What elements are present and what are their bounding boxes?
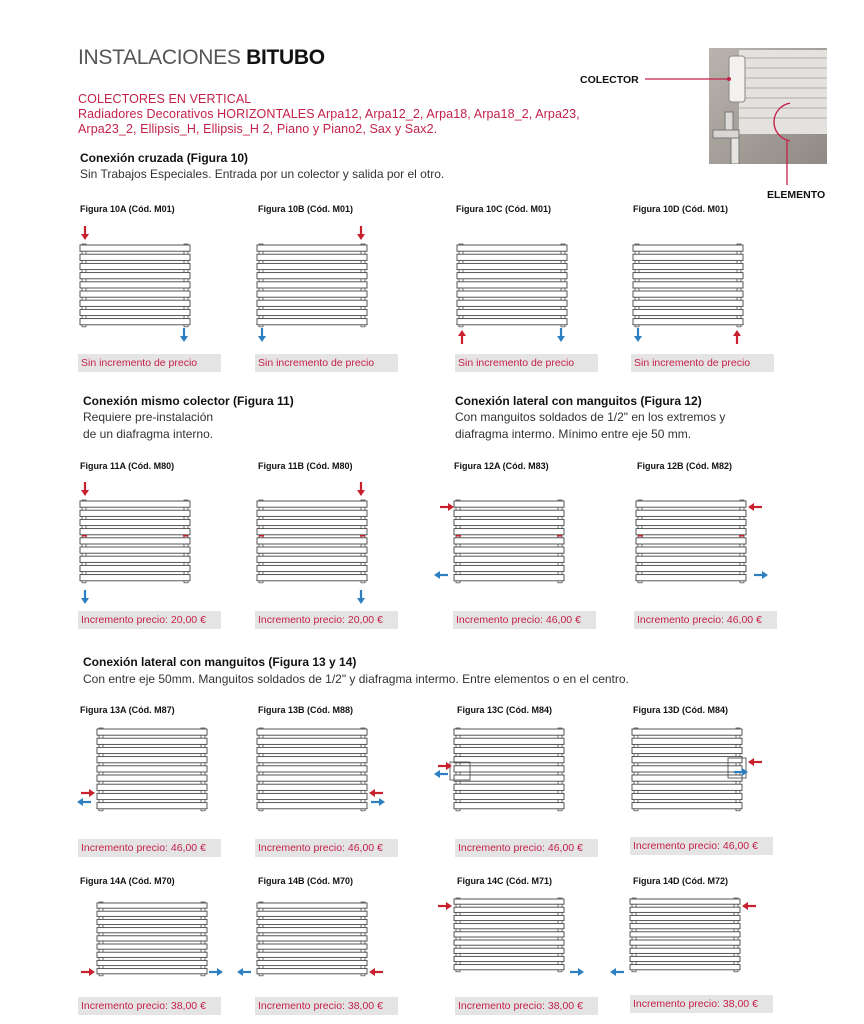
inlet-arrow-icon bbox=[81, 226, 89, 240]
page-title bbox=[78, 46, 325, 70]
radiator-diagram-11a bbox=[78, 478, 248, 588]
figure-label-12b: Figura 12B (Cód. M82) bbox=[637, 461, 733, 471]
radiator-body bbox=[257, 500, 367, 583]
figure-label-12a: Figura 12A (Cód. M83) bbox=[454, 461, 549, 471]
figure-label-11b: Figura 11B (Cód. M80) bbox=[258, 461, 353, 471]
price-badge-11a: Incremento precio: 20,00 € bbox=[78, 611, 221, 629]
inlet-arrow-icon bbox=[748, 503, 762, 511]
figure-label-13c: Figura 13C (Cód. M84) bbox=[457, 705, 553, 715]
photo-callouts bbox=[640, 52, 790, 197]
figure-label-10d: Figura 10D (Cód. M01) bbox=[633, 204, 729, 214]
price-badge-14b: Incremento precio: 38,00 € bbox=[255, 997, 398, 1015]
inlet-arrow-icon bbox=[742, 902, 756, 910]
outlet-arrow-icon bbox=[434, 571, 448, 579]
radiator-diagram-13b bbox=[255, 726, 425, 836]
inlet-arrow-icon bbox=[357, 482, 365, 496]
outlet-arrow-icon bbox=[557, 328, 565, 342]
section-title-fig10: Conexión cruzada (Figura 10) bbox=[80, 151, 249, 165]
radiator-diagram-12b bbox=[634, 478, 804, 588]
section-title-fig13: Conexión lateral con manguitos (Figura 13 y 14) bbox=[83, 655, 357, 669]
radiator-body bbox=[632, 728, 742, 811]
radiator-body bbox=[454, 898, 564, 972]
outlet-arrow-icon bbox=[754, 571, 768, 579]
radiator-diagram-10c bbox=[455, 222, 625, 332]
section-text-fig10: Sin Trabajos Especiales. Entrada por un colector y salida por el otro. bbox=[80, 167, 445, 181]
element-label: ELEMENTO bbox=[767, 189, 826, 201]
radiator-diagram-14c bbox=[432, 896, 602, 1006]
section-text-fig13: Con entre eje 50mm. Manguitos soldados de 1/2" y diafragma intermo. Entre elementos o en el centro. bbox=[83, 672, 629, 686]
figure-label-14b: Figura 14B (Cód. M70) bbox=[258, 876, 354, 886]
figure-label-10b: Figura 10B (Cód. M01) bbox=[258, 204, 354, 214]
price-badge-10b: Sin incremento de precio bbox=[255, 354, 398, 372]
figure-label-13d: Figura 13D (Cód. M84) bbox=[633, 705, 729, 715]
outlet-arrow-icon bbox=[610, 968, 624, 976]
radiator-body bbox=[457, 244, 567, 327]
radiator-diagram-14d bbox=[608, 896, 778, 1006]
price-badge-10d: Sin incremento de precio bbox=[631, 354, 774, 372]
figure-label-13b: Figura 13B (Cód. M88) bbox=[258, 705, 354, 715]
radiator-body bbox=[257, 244, 367, 327]
figure-label-10c: Figura 10C (Cód. M01) bbox=[456, 204, 552, 214]
figure-label-10a: Figura 10A (Cód. M01) bbox=[80, 204, 175, 214]
figure-label-14a: Figura 14A (Cód. M70) bbox=[80, 876, 175, 886]
subtitle-line-3: Arpa23_2, Ellipsis_H, Ellipsis_H 2, Piano y Piano2, Sax y Sax2. bbox=[78, 122, 438, 136]
outlet-arrow-icon bbox=[237, 968, 251, 976]
outlet-arrow-icon bbox=[81, 590, 89, 604]
radiator-diagram-11b bbox=[255, 478, 425, 588]
figure-label-14c: Figura 14C (Cód. M71) bbox=[457, 876, 553, 886]
outlet-arrow-icon bbox=[371, 798, 385, 806]
section-text-fig11-line2: de un diafragma interno. bbox=[83, 427, 214, 441]
price-badge-13d: Incremento precio: 46,00 € bbox=[630, 837, 773, 855]
price-badge-13a: Incremento precio: 46,00 € bbox=[78, 839, 221, 857]
price-badge-10c: Sin incremento de precio bbox=[455, 354, 598, 372]
inlet-arrow-icon bbox=[81, 482, 89, 496]
title-bold: BITUBO bbox=[246, 46, 325, 69]
collector-label: COLECTOR bbox=[580, 74, 639, 86]
radiator-diagram-13d bbox=[630, 726, 800, 836]
outlet-arrow-icon bbox=[634, 328, 642, 342]
outlet-arrow-icon bbox=[357, 590, 365, 604]
outlet-arrow-icon bbox=[209, 968, 223, 976]
radiator-body bbox=[80, 500, 190, 583]
inlet-arrow-icon bbox=[81, 968, 95, 976]
inlet-arrow-icon bbox=[81, 789, 95, 797]
inlet-arrow-icon bbox=[369, 968, 383, 976]
section-text-fig12-line1: Con manguitos soldados de 1/2" en los extremos y bbox=[455, 410, 726, 424]
figure-label-14d: Figura 14D (Cód. M72) bbox=[633, 876, 729, 886]
radiator-diagram-10d bbox=[631, 222, 801, 332]
radiator-body bbox=[257, 902, 367, 976]
outlet-arrow-icon bbox=[258, 328, 266, 342]
radiator-diagram-14a bbox=[75, 896, 245, 1006]
subtitle-line-2: Radiadores Decorativos HORIZONTALES Arpa12, Arpa12_2, Arpa18, Arpa18_2, Arpa23, bbox=[78, 107, 580, 121]
inlet-arrow-icon bbox=[369, 789, 383, 797]
price-badge-14c: Incremento precio: 38,00 € bbox=[455, 997, 598, 1015]
radiator-diagram-10a bbox=[78, 222, 248, 332]
radiator-body bbox=[257, 728, 367, 811]
radiator-diagram-10b bbox=[255, 222, 425, 332]
outlet-arrow-icon bbox=[77, 798, 91, 806]
inlet-arrow-icon bbox=[357, 226, 365, 240]
price-badge-14d: Incremento precio: 38,00 € bbox=[630, 995, 773, 1013]
price-badge-13b: Incremento precio: 46,00 € bbox=[255, 839, 398, 857]
radiator-body bbox=[454, 500, 564, 583]
price-badge-12b: Incremento precio: 46,00 € bbox=[634, 611, 777, 629]
section-title-fig11: Conexión mismo colector (Figura 11) bbox=[83, 394, 294, 408]
inlet-arrow-icon bbox=[458, 330, 466, 344]
section-text-fig11-line1: Requiere pre-instalación bbox=[83, 410, 214, 424]
radiator-body bbox=[636, 500, 746, 583]
outlet-arrow-icon bbox=[180, 328, 188, 342]
radiator-body bbox=[97, 902, 207, 976]
title-light: INSTALACIONES bbox=[78, 46, 247, 69]
inlet-arrow-icon bbox=[438, 902, 452, 910]
radiator-body bbox=[633, 244, 743, 327]
radiator-diagram-13a bbox=[75, 726, 245, 836]
inlet-arrow-icon bbox=[733, 330, 741, 344]
inlet-arrow-icon bbox=[440, 503, 454, 511]
radiator-diagram-14b bbox=[235, 896, 405, 1006]
price-badge-14a: Incremento precio: 38,00 € bbox=[78, 997, 221, 1015]
radiator-diagram-12a bbox=[432, 478, 602, 588]
outlet-arrow-icon bbox=[434, 770, 448, 778]
radiator-body bbox=[454, 728, 564, 811]
radiator-diagram-13c bbox=[432, 726, 602, 836]
section-title-fig12: Conexión lateral con manguitos (Figura 12) bbox=[455, 394, 702, 408]
radiator-body bbox=[97, 728, 207, 811]
price-badge-11b: Incremento precio: 20,00 € bbox=[255, 611, 398, 629]
inlet-arrow-icon bbox=[748, 758, 762, 766]
outlet-arrow-icon bbox=[570, 968, 584, 976]
price-badge-13c: Incremento precio: 46,00 € bbox=[455, 839, 598, 857]
price-badge-12a: Incremento precio: 46,00 € bbox=[453, 611, 596, 629]
radiator-body bbox=[80, 244, 190, 327]
subtitle-line-1: COLECTORES EN VERTICAL bbox=[78, 92, 252, 106]
figure-label-13a: Figura 13A (Cód. M87) bbox=[80, 705, 175, 715]
figure-label-11a: Figura 11A (Cód. M80) bbox=[80, 461, 175, 471]
radiator-body bbox=[630, 898, 740, 972]
price-badge-10a: Sin incremento de precio bbox=[78, 354, 221, 372]
section-text-fig12-line2: diafragma intermo. Mínimo entre eje 50 mm. bbox=[455, 427, 692, 441]
